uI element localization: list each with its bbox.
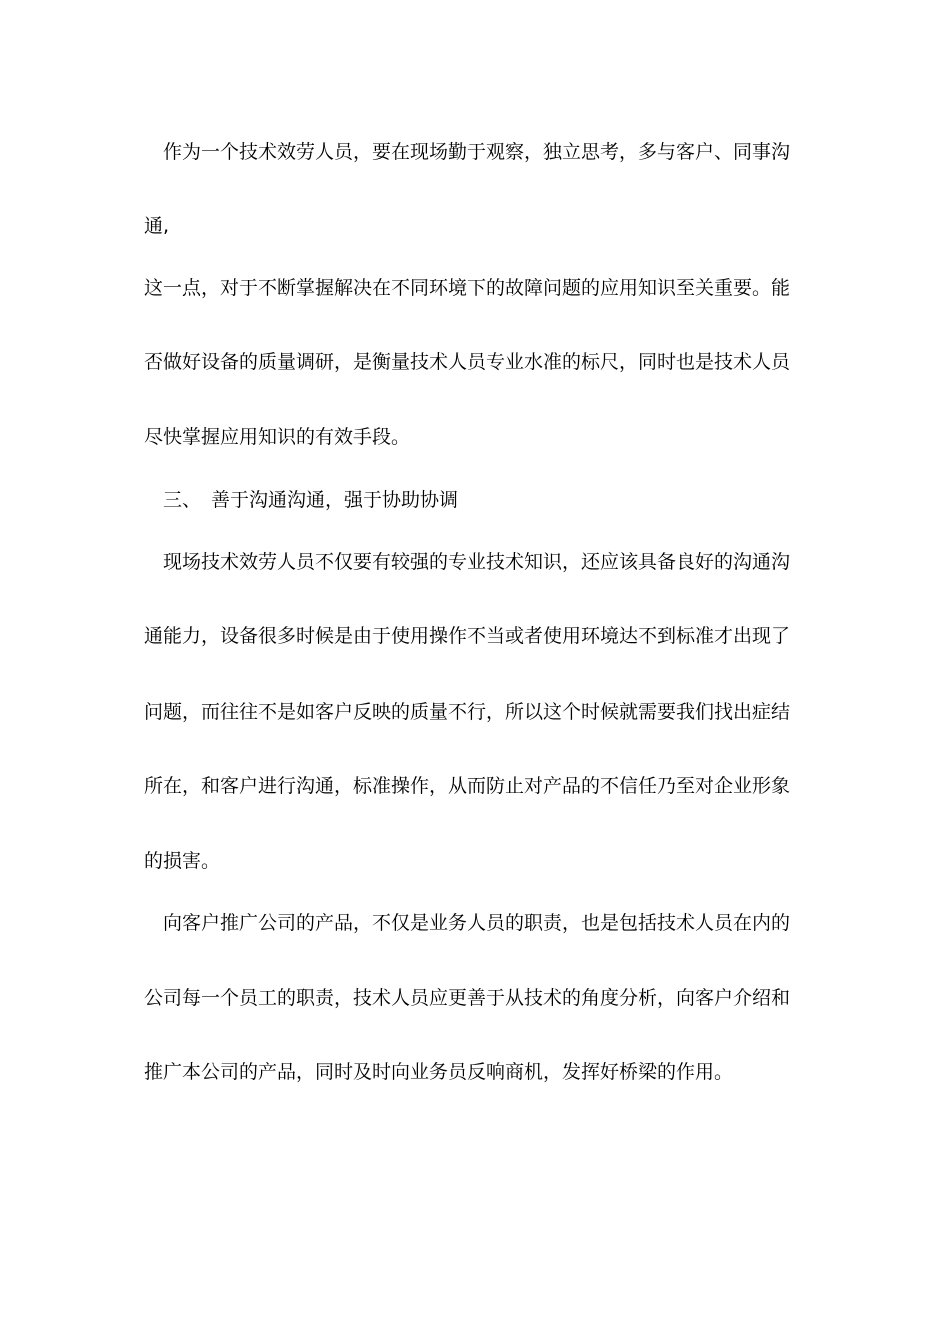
section-heading-number: 三、 <box>163 489 202 511</box>
paragraph-2-line-4: 所在，和客户进行沟通，标准操作，从而防止对产品的不信任乃至对企业形象 <box>144 775 791 797</box>
paragraph-1-line-3: 这一点，对于不断掌握解决在不同环境下的故障问题的应用知识至关重要。能 <box>144 277 791 299</box>
paragraph-1-line-2: 通, <box>144 215 170 237</box>
paragraph-3-line-1: 向客户推广公司的产品，不仅是业务人员的职责，也是包括技术人员在内的 <box>163 912 791 934</box>
paragraph-3-line-3: 推广本公司的产品，同时及时向业务员反响商机，发挥好桥梁的作用。 <box>144 1061 734 1083</box>
paragraph-2-line-3: 问题，而往往不是如客户反映的质量不行，所以这个时候就需要我们找出症结 <box>144 701 791 723</box>
section-heading-title: 善于沟通沟通，强于协助协调 <box>211 489 459 511</box>
paragraph-1-line-1: 作为一个技术效劳人员，要在现场勤于观察，独立思考，多与客户、同事沟 <box>163 141 791 163</box>
paragraph-1-line-4: 否做好设备的质量调研，是衡量技术人员专业水准的标尺，同时也是技术人员 <box>144 351 791 373</box>
paragraph-2-line-5: 的损害。 <box>144 850 221 872</box>
paragraph-2-line-1: 现场技术效劳人员不仅要有较强的专业技术知识，还应该具备良好的沟通沟 <box>163 551 791 573</box>
paragraph-1-line-5: 尽快掌握应用知识的有效手段。 <box>144 426 411 448</box>
paragraph-3-line-2: 公司每一个员工的职责，技术人员应更善于从技术的角度分析，向客户介绍和 <box>144 987 791 1009</box>
section-heading <box>163 488 458 512</box>
paragraph-2-line-2: 通能力，设备很多时候是由于使用操作不当或者使用环境达不到标准才出现了 <box>144 625 791 647</box>
